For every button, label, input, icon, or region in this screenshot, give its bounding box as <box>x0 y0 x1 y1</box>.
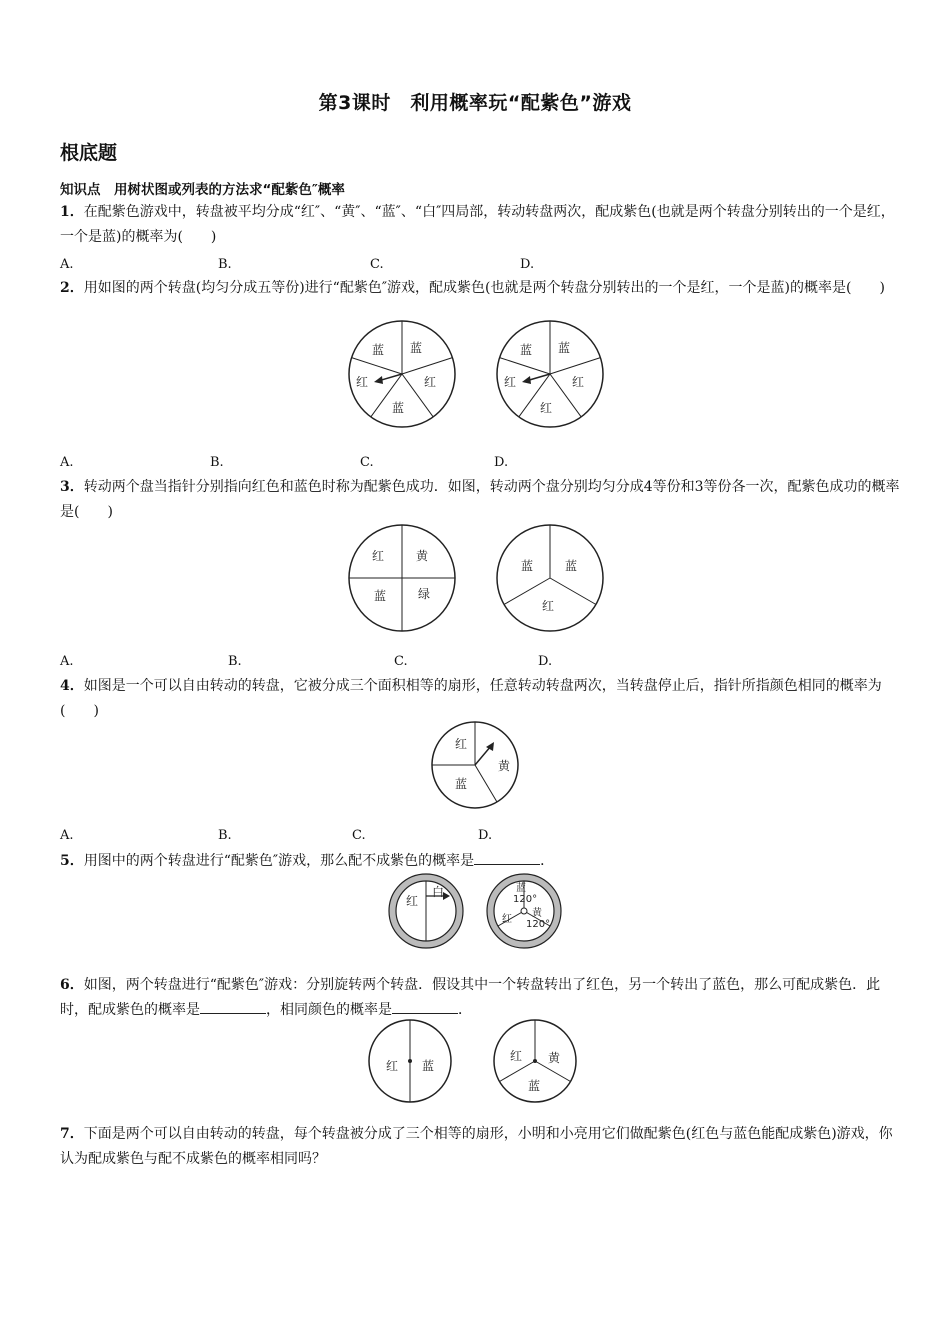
option-d: D. <box>494 455 509 470</box>
question-number: 3． <box>60 479 84 495</box>
question-5 <box>60 849 900 874</box>
q3-spinners-figure <box>340 522 610 634</box>
sector-label: 红 <box>424 375 437 389</box>
sector-label: 蓝 <box>455 777 468 791</box>
sector-label: 红 <box>502 914 512 925</box>
question-text: 在配紫色游戏中，转盘被平均分成“红″、“黄″、“蓝″、“白″四局部，转动转盘两次，配成紫色(也就是两个转盘分别转出的一个是红，一个是蓝)的概率为( ) <box>60 204 895 245</box>
question-number: 7． <box>60 1126 84 1142</box>
option-a: A. <box>60 654 74 669</box>
question-text: 如图是一个可以自由转动的转盘，它被分成三个面积相等的扇形，任意转动转盘两次，当转盘停止后，指针所指颜色相同的概率为( ) <box>60 678 882 719</box>
sector-label: 蓝 <box>520 343 533 357</box>
question-text: 用如图的两个转盘(均匀分成五等份)进行“配紫色″游戏，配成紫色(也就是两个转盘分别转出的一个是红，一个是蓝)的概率是( ) <box>83 280 885 296</box>
sector-label: 蓝 <box>521 559 534 573</box>
question-6 <box>60 973 900 1023</box>
sector-label: 蓝 <box>558 341 571 355</box>
sector-label: 红 <box>386 1059 399 1073</box>
sector-label: 红 <box>356 375 369 389</box>
q6-spinners-figure <box>360 1018 590 1104</box>
question-text: 用图中的两个转盘进行“配紫色″游戏，那么配不成紫色的概率是 <box>83 853 475 869</box>
answer-blank[interactable] <box>474 850 540 865</box>
sector-label: 红 <box>504 375 517 389</box>
option-d: D. <box>520 257 535 272</box>
q5-spinners-figure <box>384 872 574 952</box>
sector-label: 蓝 <box>422 1059 435 1073</box>
question-number: 4． <box>60 678 84 694</box>
sector-label: 白 <box>432 885 445 899</box>
sector-label: 绿 <box>418 587 431 601</box>
option-d: D. <box>538 654 553 669</box>
sector-label: 蓝 <box>410 341 423 355</box>
option-b: B. <box>210 455 224 470</box>
sector-label: 黄 <box>416 549 429 563</box>
question-text: 下面是两个可以自由转动的转盘，每个转盘被分成了三个相等的扇形，小明和小亮用它们做配紫色(红色与蓝色能配成紫色)游戏，你认为配成紫色与配不成紫色的概率相同吗？ <box>60 1126 893 1167</box>
answer-blank-1[interactable] <box>200 999 266 1014</box>
angle-label: 120° <box>526 919 551 930</box>
question-number: 2． <box>60 280 84 296</box>
option-c: C. <box>370 257 384 272</box>
knowledge-point: 知识点 用树状图或列表的方法求“配紫色″概率 <box>60 182 345 198</box>
option-b: B. <box>228 654 242 669</box>
sector-label: 蓝 <box>528 1079 541 1093</box>
spinner-three-sectors <box>497 525 603 631</box>
option-b: B. <box>218 828 232 843</box>
sector-label: 红 <box>572 375 585 389</box>
question-text: ，相同颜色的概率是 <box>266 1002 392 1018</box>
question-text: 如图，两个转盘进行“配紫色″游戏：分别旋转两个转盘．假设其中一个转盘转出了红色，另一个转出了蓝色，那么可配成紫色．此时，配成紫色的概率是 <box>60 977 881 1018</box>
section-heading: 根底题 <box>60 142 118 164</box>
sector-label: 黄 <box>532 908 542 919</box>
question-1 <box>60 200 900 250</box>
option-a: A. <box>60 455 74 470</box>
sector-label: 红 <box>372 549 385 563</box>
option-a: A. <box>60 257 74 272</box>
spinner-red-yellow-blue <box>494 1020 576 1102</box>
punctuation: ． <box>540 853 555 869</box>
spinner-red-white <box>389 874 463 948</box>
option-d: D. <box>478 828 493 843</box>
question-2 <box>60 276 900 301</box>
option-c: C. <box>360 455 374 470</box>
sector-label: 红 <box>542 599 555 613</box>
answer-blank-2[interactable] <box>392 999 458 1014</box>
question-text: 转动两个盘当指针分别指向红色和蓝色时称为配紫色成功．如图，转动两个盘分别均匀分成4等份和3等份各一次，配紫色成功的概率是( ) <box>60 479 900 520</box>
question-number: 1． <box>60 204 84 220</box>
q2-spinners-figure <box>340 318 630 430</box>
sector-label: 红 <box>540 401 553 415</box>
sector-label: 蓝 <box>372 343 385 357</box>
spinner-right <box>497 321 603 427</box>
sector-label: 蓝 <box>565 559 578 573</box>
sector-label: 黄 <box>548 1051 561 1065</box>
option-a: A. <box>60 828 74 843</box>
spinner-four-sectors <box>349 525 455 631</box>
sector-label: 蓝 <box>516 883 526 894</box>
punctuation: ． <box>458 1002 472 1018</box>
question-4 <box>60 674 900 724</box>
sector-label: 黄 <box>498 759 511 773</box>
angle-label: 120° <box>513 894 538 905</box>
option-c: C. <box>394 654 408 669</box>
sector-label: 红 <box>455 737 468 751</box>
sector-label: 红 <box>406 894 419 908</box>
option-c: C. <box>352 828 366 843</box>
page-title: 第3课时 利用概率玩“配紫色”游戏 <box>318 92 632 114</box>
question-3 <box>60 475 900 525</box>
spinner-left <box>349 321 455 427</box>
question-number: 6． <box>60 977 84 993</box>
sector-label: 蓝 <box>392 401 405 415</box>
spinner-three-colors <box>487 874 561 948</box>
question-number: 5． <box>60 853 84 869</box>
spinner-red-blue <box>369 1020 451 1102</box>
sector-label: 蓝 <box>374 589 387 603</box>
option-b: B. <box>218 257 232 272</box>
sector-label: 红 <box>510 1049 523 1063</box>
question-7 <box>60 1122 900 1172</box>
q4-spinner-figure <box>425 720 525 810</box>
